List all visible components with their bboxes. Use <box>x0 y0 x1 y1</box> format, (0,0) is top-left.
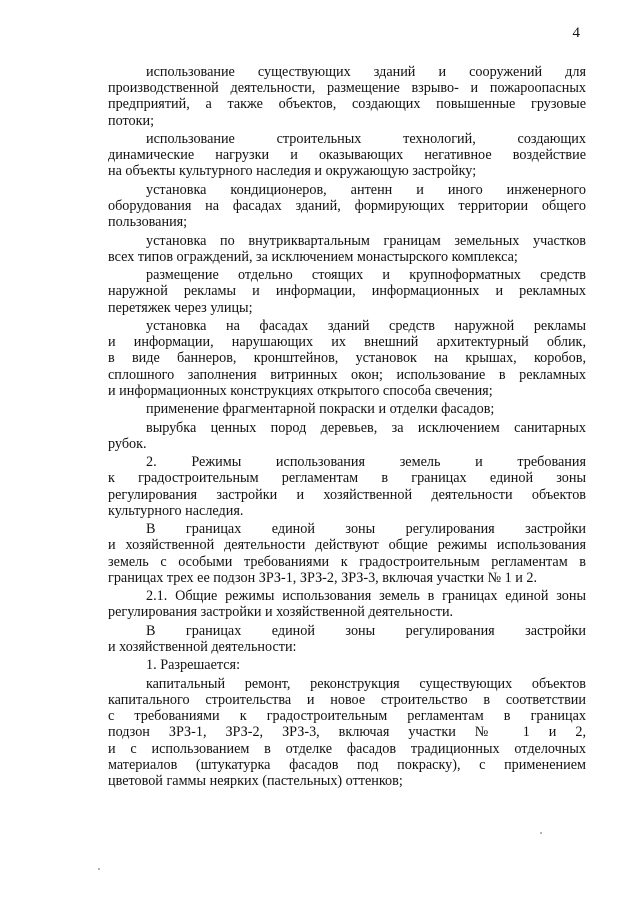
text-line: всех типов ограждений, за исключением монастырского комплекса; <box>108 248 518 265</box>
paragraph <box>108 318 586 399</box>
paragraph <box>108 657 586 673</box>
text-line: 2. Режимы использования земель и требования <box>146 454 586 471</box>
text-line: с требованиями к градостроительным регламентам в границах <box>108 708 586 725</box>
text-line: материалов (штукатурка фасадов под покраску), с применением <box>108 756 586 773</box>
text-line: В границах единой зоны регулирования застройки <box>146 521 586 538</box>
paragraph <box>108 454 586 519</box>
text-line: пользования; <box>108 214 188 231</box>
text-line: к градостроительным регламентам в границах единой зоны <box>108 470 586 487</box>
text-line: на объекты культурного наследия и окружающую застройку; <box>108 163 477 180</box>
text-line: динамические нагрузки и оказывающих негативное воздействие <box>108 147 586 164</box>
text-line: применение фрагментарной покраски и отделки фасадов; <box>146 401 495 418</box>
text-line: потоки; <box>108 112 155 129</box>
text-line: и хозяйственной деятельности действуют общие режимы использования <box>108 537 586 554</box>
text-line: установка на фасадах зданий средств наружной рекламы <box>146 317 586 334</box>
text-line: земель с особыми требованиями к градостроительным регламентам в <box>108 553 586 570</box>
text-line: использование строительных технологий, создающих <box>146 131 586 147</box>
text-line: подзон ЗРЗ-1, ЗРЗ-2, ЗРЗ-3, включая участки № 1 и 2, <box>108 724 586 741</box>
text-line: сплошного заполнения витринных окон; использование в рекламных <box>108 366 586 383</box>
text-line: цветовой гаммы неярких (пастельных) оттенков; <box>108 772 403 789</box>
text-line: рубок. <box>108 435 147 452</box>
text-line: регулирования застройки и хозяйственной деятельности объектов <box>108 486 586 503</box>
text-line: культурного наследия. <box>108 502 244 519</box>
paragraph <box>108 401 586 417</box>
text-line: 1. Разрешается: <box>146 657 241 674</box>
text-line: установка кондиционеров, антенн и иного инженерного <box>146 181 586 198</box>
paragraph <box>108 588 586 620</box>
scan-speck <box>540 832 542 834</box>
paragraph <box>108 233 586 265</box>
text-line: предприятий, а также объектов, создающих повышенные грузовые <box>108 96 586 113</box>
text-line: и информационных конструкциях открытого способа свечения; <box>108 382 493 399</box>
scan-speck <box>98 868 100 870</box>
paragraph <box>108 623 586 655</box>
paragraph <box>108 182 586 231</box>
text-line: установка по внутриквартальным границам земельных участков <box>146 232 586 249</box>
text-line: в виде баннеров, кронштейнов, установок на крышах, коробов, <box>108 350 586 367</box>
text-line: размещение отдельно стоящих и крупноформатных средств <box>146 267 586 284</box>
text-line: капитального строительства и новое строительство в соответствии <box>108 691 586 708</box>
paragraph <box>108 676 586 789</box>
text-line: перетяжек через улицы; <box>108 299 253 316</box>
text-line: наружной рекламы и информации, информационных и рекламных <box>108 283 586 300</box>
text-line: 2.1. Общие режимы использования земель в границах единой зоны <box>146 588 586 605</box>
text-line: капитальный ремонт, реконструкция существующих объектов <box>146 675 586 692</box>
text-line: использование существующих зданий и сооружений для <box>146 64 586 80</box>
body-text <box>108 64 586 791</box>
text-line: границах трех ее подзон ЗРЗ-1, ЗРЗ-2, ЗРЗ-3, включая участки № 1 и 2. <box>108 569 538 586</box>
paragraph <box>108 521 586 586</box>
text-line: и с использованием в отделке фасадов традиционных отделочных <box>108 740 586 757</box>
text-line: и хозяйственной деятельности: <box>108 638 297 655</box>
text-line: оборудования на фасадах зданий, формирующих территории общего <box>108 198 586 214</box>
paragraph <box>108 131 586 180</box>
paragraph <box>108 420 586 452</box>
text-line: вырубка ценных пород деревьев, за исключением санитарных <box>146 419 586 436</box>
paragraph <box>108 64 586 129</box>
paragraph <box>108 267 586 316</box>
text-line: В границах единой зоны регулирования застройки <box>146 622 586 639</box>
page-number: 4 <box>572 25 580 41</box>
text-line: регулирования застройки и хозяйственной деятельности. <box>108 604 454 621</box>
text-line: и информации, нарушающих их внешний архитектурный облик, <box>108 334 586 351</box>
text-line: производственной деятельности, размещение взрыво- и пожароопасных <box>108 80 586 97</box>
